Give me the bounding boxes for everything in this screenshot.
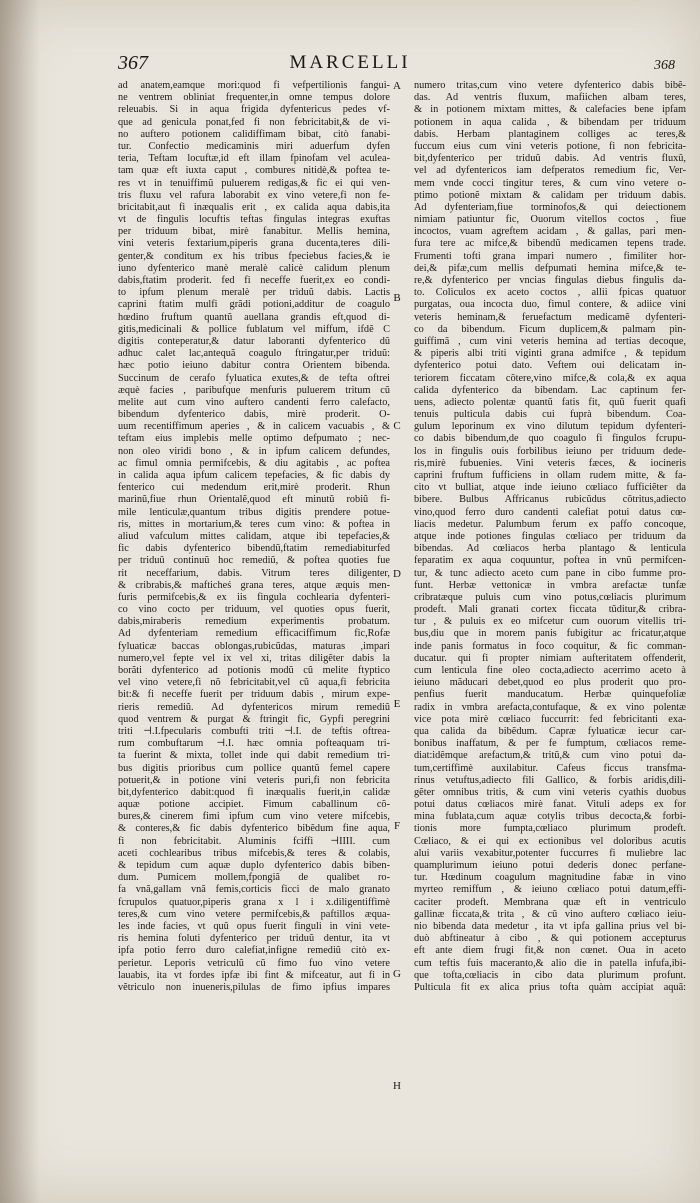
text-line: gitis,medicinali & pollice fublatum vel miffum, ifdẽ C (118, 323, 390, 335)
text-line: in calida aqua ipfum calicem tepefacies, & fic dabis dy (118, 470, 390, 481)
text-line: feparatim ex aqua coquuntur, poftea in vnũ permifcen- (414, 555, 686, 567)
text-line: gulum leporinum ex vino dilutum tepidum dyfenteri- (414, 421, 686, 433)
text-line: digitis conteperatur,& datur laboranti dyfenterico dũ (118, 335, 390, 347)
text-line: bibere. Bulbus Affricanus rubicũdus cõtritus,adiecto (414, 494, 686, 506)
text-line: les inde facies, vt quũ opus fuerit finguli in vini vete- (118, 920, 390, 932)
text-line: veteris heminam,& feruefactum medicamẽ dyfenteri- (414, 311, 686, 323)
text-line: iuno dyfenterico manè meralè calicè calidum plenum (118, 262, 390, 274)
text-line: teres,& cum vino vetere permifcebis,& paftillos æqua- (118, 908, 390, 920)
text-line: purgatas, oua incocta duo, fimul contere, & adiice vini (414, 299, 686, 311)
text-line: bit,dyfenterico dabit:quod fi inæqualis fuerit,in calidæ (118, 786, 390, 798)
margin-letter: A (393, 80, 401, 92)
text-line: eft ante diem frugi fit,& non cœnet. Oua in aceto (414, 945, 686, 957)
text-line: Pulticula fit ex alica prius tofta quàm accipiat aquã: (414, 981, 686, 993)
text-line: bricitabit,aut fi inæqualis erit , ex calida aqua dabis,ita (118, 201, 390, 213)
text-line: fura tere ac mifce,& bibendũ medicamen tepens trade. (414, 238, 686, 250)
text-line: ta fuerint & mixta, tollet inde qui dabit remedium tri- (118, 750, 390, 762)
text-line: co da bibendum. Ficum duplicem,& palmam pin- (414, 323, 686, 335)
text-line: aliud vafculum mittes calidam, atque ibi tepefacies,& (118, 530, 390, 542)
text-line: potionem in aqua calida , & bibendam per triduum (414, 116, 686, 128)
text-line: quod ventrem & purgat & ftringit fic, Gypfi peregrini (118, 713, 390, 725)
text-line: genter,& conditum ex his tribus fpeciebus facies,& ie (118, 250, 390, 262)
text-line: Cœliaco, & ei qui ex ectionibus vel doloribus acutis (414, 835, 686, 847)
text-line: co vino cocto per triduum, vel quoties opus fuerit, (118, 604, 390, 616)
text-line: tenuis pulticula dabis cui fuprà bibendum. Coa- (414, 409, 686, 421)
text-line: to ipfum plenum meralè per triduũ dabis. Lactis (118, 287, 390, 299)
text-line: cum lenticula fine oleo cocta,adiecto acerrimo aceto à (414, 665, 686, 676)
text-line: tur , & puluis ex eo mifcetur cum ouorum vitellis tri- (414, 616, 686, 628)
text-line: releuabis. Si in aqua frigida dyfentericus pedes vf- (118, 104, 390, 116)
text-line: que ad genicula ponat,fed fi non febricitabit,& de vi- (118, 116, 390, 128)
text-line: borãti dyfenterico ad potionis modũ cũ melite ftyptico (118, 665, 390, 676)
text-line: potui datus cœliacos mirè fanat. Vituli adeps ex for (414, 799, 686, 811)
text-line: rieris remediũ. Ad dyfentericos mirum remediũ (118, 701, 390, 713)
running-head: MARCELLI (289, 52, 411, 73)
text-line: per triduum bibat, mirè fanabitur. Mellis hemina, (118, 226, 390, 238)
text-line: radix in vmbra arefacta,contufaque, & ex vino polentæ (414, 701, 686, 713)
text-line: tris fluxu vel rafura laborabit ex vino vetere,fi non fe- (118, 189, 390, 201)
text-line: dabis,miraberis remedium experimentis probatum. (118, 616, 390, 628)
text-line: vẽtriculo non inueneris,pilulas de fimo ipfius impares (118, 981, 390, 993)
text-line: bures,& cinerem fimi ipfum cum vino vetere mifcebis, (118, 811, 390, 823)
text-line: perietur. Leporis vetriculũ cũ fimo fuo vino vetere (118, 957, 390, 969)
text-line: teria, Teftam locuftæ,id eft illam fpinofam vel aculea- (118, 153, 390, 165)
text-line: ne ventrem obliniat frequenter,in omne tempus dolore (118, 92, 390, 104)
text-line: ptimo potionẽ mixtam & calidam per triduum dabis. (414, 189, 686, 201)
margin-section-letters (386, 80, 408, 1092)
text-line: bit:& fi neceffe fuerit per triduum dabis , mirum expe- (118, 689, 390, 701)
text-line: co dabis bibendum,de quo coagulo fi fingulos fcrupu- (414, 433, 686, 445)
text-line: hæc potio ieiuno dabitur contra Orientem bibenda. (118, 360, 390, 372)
text-line: fyluaticæ baccas oblongas,rubicũdas, maturas ,impari (118, 640, 390, 652)
text-line: marinũ,fiue rhun Orientalẽ,quod eft minutũ robiũ fi- (118, 494, 390, 506)
text-line: numero tritas,cum vino vetere dyfenterico dabis bibẽ- (414, 80, 686, 91)
text-line: & in potionem mixtam mittes, & calefacies bene ipfam (414, 104, 686, 116)
text-line: alui variis vexabitur,potenter fuccurres fi muliebre lac (414, 847, 686, 859)
text-line: re,& dyfenterico per vncias fingulas diebus fingulis da- (414, 275, 686, 286)
text-line: guiffimã , cum vini veteris hemina ad tertias decoque, (414, 335, 686, 347)
text-line: melite aut cum vino auftero candenti ferro calefacto, (118, 396, 390, 408)
text-line: cribratæque puluis cum vino potus,cœliacis plurimum (414, 591, 686, 603)
text-line: bibendum dyfenterico dabis, mirè proderit. O- (118, 409, 390, 421)
text-line: liacis medetur. Palumbum ferum ex paffo concoque, (414, 518, 686, 530)
text-line: atque inde potiones fingulas cœliaco per triduum da (414, 530, 686, 542)
text-line: vino,quod ferro duro candenti calefiat potui datus cœ- (414, 506, 686, 518)
text-line: tionis more fumpta,cœliaco plurimum prodeft. (414, 823, 686, 835)
text-line: prodeft. Mali granati cortex ficcata tũditur,& cribra- (414, 604, 686, 616)
page-number-right: 368 (654, 58, 675, 73)
text-line: bus digitis prioribus cum pollice quantũ femel capere (118, 762, 390, 774)
text-line: cum teftis fuis maceranto,& alio die in patella infufa,ibi- (414, 957, 686, 969)
text-line: & cribrabis,& mafticheś grana teres, atque æquis men- (118, 579, 390, 591)
text-line: caciter prodeft. Membrana quæ eft in ventriculo (414, 896, 686, 908)
text-line: ac fimul omnia permifcebis, & diu agitabis , ac poftea (118, 457, 390, 469)
text-line: fenterico cui medendum erit,mirè proderit. Rhun (118, 482, 390, 494)
text-line: vel ad dyfentericos iam defperatos remedium fic, Ver- (414, 165, 686, 177)
text-line: cito vt bulliat, atque inde ieiuno cœliaco fufficiẽter da (414, 482, 686, 494)
text-line: furis permifcebis,& ex iis fingula cochlearia dyfenteri- (118, 591, 390, 603)
margin-letter: E (393, 698, 401, 710)
text-line: teftam eius implebis melle optimo defpumato ; nec- (118, 433, 390, 445)
text-line: mem vnde cocci tingitur teres, & cum vino vetere o- (414, 177, 686, 189)
text-line: duò abftineatur à cibo , & qui potionem accepturus (414, 933, 686, 945)
page-number-left: 367 (118, 52, 148, 74)
text-line: gẽter omnibus tritis, & cum vini veteris cyathis duobus (414, 786, 686, 798)
text-line: nio bibenda data medetur , ita vt ipfa gallina prius vel bi- (414, 920, 686, 932)
text-line: tur, & tunc adiecto aceto cum pane in cibo fumme pro- (414, 567, 686, 579)
text-line: fuccum eius cum vini veteris potione, fi non febricita- (414, 140, 686, 152)
text-line: caprini ftatim mulfi grãdi potioni,additur de coagulo (118, 299, 390, 311)
text-line: adhuc calet lac,antequã coagulo ftringatur,per triduũ: (118, 348, 390, 360)
text-line: Ad dyfenteriam,fiue torminofos,& qui deiectionem (414, 201, 686, 213)
text-line: tur. Hœdinum coagulum magnitudine fabæ in vino (414, 872, 686, 884)
text-line: bus,diu que in morem panis fubigitur ac fricatur,atque (414, 628, 686, 640)
margin-letter: F (393, 820, 401, 832)
text-line: numero,vel fepte vel ix vel xi, tritas diligẽter dabis la (118, 652, 390, 664)
text-line: funt. Herbæ vettonicæ in vmbra arefactæ tunfæ (414, 579, 686, 591)
text-line: penfius fuerit manducatum. Herbæ quinquefoliæ (414, 689, 686, 701)
text-line: qua calida da bibẽdum. Capræ fyluaticæ iecur car- (414, 725, 686, 737)
text-line: aquæ potione accipiet. Fimum caballinum cõ- (118, 799, 390, 811)
text-line: ad anatem,eamque mori:quod fi vefpertilionis fangui- (118, 80, 390, 91)
text-line: fa vnã,gallam vnã femis,corticis ficci de malo granato (118, 884, 390, 896)
margin-letter: C (393, 420, 401, 432)
text-line: teriorem ficcatam cõtere,vino mifce,& cola,& ex aqua (414, 372, 686, 384)
text-line: & tepidum cum aquæ duplo dyfenterico dabis biben- (118, 860, 390, 871)
text-line: rinus vetuftus,adiecto fili Gallico, & forbis aridis,dili- (414, 774, 686, 786)
text-line: & conteres,& fic dabis dyfenterico bibẽdum fine aqua, (118, 823, 390, 835)
text-line: bonibus inaffatum, & per fe fumptum, cœliacos reme- (414, 738, 686, 750)
text-line: tam quæ eft iuxta caput , combures nitidè,& poftea te- (118, 165, 390, 177)
text-line: res vt in tenuiffimũ puluerem redigas,& fic ei qui ven- (118, 177, 390, 189)
text-line: dum. Pumicem mollem,fpongiã de qualibet ro- (118, 872, 390, 884)
text-line: tum,certiffimè auxilabitur. Cafeus ficcus transfma- (414, 762, 686, 774)
text-line: dabis,ftatim proderit. fed fi neceffe fuerit,ex eo condi- (118, 275, 390, 286)
text-line: rit neceffarium, dabis. Vitrum teres diligenter, (118, 567, 390, 579)
text-line: mina fublata,cum aquæ cotylis tribus decocta,& forbi- (414, 811, 686, 823)
text-line: ieiuno mãducari debet,quod eo plus proderit quo pro- (414, 677, 686, 689)
text-line: gallinæ ficcata,& trita , & cũ vino auftero cœliaco ieiu- (414, 908, 686, 920)
text-line: & piperis albi triti viginti grana admifce , & tepidum (414, 348, 686, 360)
text-line: ris, mittes in mortarium,& teres cum vino: & poftea in (118, 518, 390, 530)
text-line: incoctos, vuam agreftem acidam , & gallas, pari men- (414, 226, 686, 238)
text-line: dabis. Herbam plantaginem colliges ac teres,& (414, 128, 686, 140)
text-line: myrteo remiffum , & ieiuno cœliaco potui datum,effi- (414, 884, 686, 896)
margin-letter: G (393, 968, 401, 980)
gutter-shadow (0, 0, 40, 1203)
text-line: rum combuftarum ⊣.I. hæc omnia pofteaquam tri- (118, 738, 390, 750)
text-line: ris,mirè fubuenies. Vini veteris fæces, & iocineris (414, 457, 686, 469)
text-line: vini veteris fextarium,piperis grana ducenta,teres dili- (118, 238, 390, 250)
text-line: vice pota mirè cœliaco fuccurrit: fed febricitanti exa- (414, 713, 686, 725)
text-line: ris hemina foluti dyfenterico per triduũ dentur, ita vt (118, 933, 390, 945)
left-text-column (118, 80, 390, 994)
text-line: aceti cochlearibus tribus mifcebis,& teres & colabis, (118, 847, 390, 859)
text-line: diat:idẽmque arefactum,& tritũ,& cum vino potui da- (414, 750, 686, 762)
text-line: triti ⊣.I.fpecularis combufti triti ⊣.I. de teftis oftrea- (118, 725, 390, 737)
page-header (0, 52, 700, 82)
text-line: mile lenticulæ,quantum tribus digitis prendere potue- (118, 506, 390, 518)
right-text-column (414, 80, 686, 994)
text-line: non oleo viridi bono , & in ipfum calicem defundes, (118, 445, 390, 457)
text-line: lauabis, ita vt fordes ipfæ ibi fint & mifceatur, aut fi in (118, 969, 390, 981)
text-line: quamplurimum ieiuno potui dederis donec perfane- (414, 860, 686, 871)
text-line: dyfenterico potui dato. Veftem oui delicatam in- (414, 360, 686, 372)
margin-letter: D (393, 568, 401, 580)
text-line: fic dabis dyfenterico bibendũ,ftatim remediabiturfed (118, 543, 390, 555)
text-line: tur. Confectio medicaminis miri aduerfum dyfen (118, 140, 390, 152)
text-line: das. Ad ventris fluxum, mafiichen albam teres, (414, 92, 686, 104)
text-line: no auftero potionem calidiffimam bibat, citò fanabi- (118, 128, 390, 140)
text-line: Frumenti tofti grana impari numero , fimiliter hor- (414, 250, 686, 262)
text-line: vel vino vetere,fi nõ febricitabit,vel cũ aqua,fi febricita (118, 677, 390, 689)
text-line: uens, adiecto polentæ quantũ fatis fit, quũ fuerit quafi (414, 396, 686, 408)
text-line: calida dyfenterico da bibendam. Lac captinum fer- (414, 384, 686, 396)
margin-letter: H (393, 1080, 401, 1092)
text-line: uum recentiffimum aperies , & in calicem vacuabis , & (118, 421, 390, 433)
text-line: que tofta,cœliacis in cibo data plurimum profunt. (414, 969, 686, 981)
text-line: Succinum de cerafo fyluatica exutes,& de tefta oftrei (118, 372, 390, 384)
text-line: Ad dyfenteriam remedium efficaciffimum fic,Rofæ (118, 628, 390, 640)
text-line: fi non febricitabit. Aluminis fciffi ⊣IIII. cum (118, 835, 390, 847)
text-line: inde panis formatus in foco coquitur, & fic comman- (414, 640, 686, 652)
text-line: potuerit,& in potione vini veteris puri,fi non febricita (118, 774, 390, 786)
text-line: bibendas. Ad cœliacos herba plantago & lenticula (414, 543, 686, 555)
text-line: vt de fingulis locuftis teftas fingulas integras exuftas (118, 214, 390, 226)
text-line: hœdino fruftum quantũ auellana grandis eft,quod di- (118, 311, 390, 323)
margin-letter: B (393, 292, 401, 304)
text-line: to. Coliculos ex aceto coctos , allii fpicas quatuor (414, 287, 686, 299)
text-line: æquè facies , paribufque menfuris puluerem tritum cũ (118, 384, 390, 396)
text-line: nimiam patiuntur fic, Ouorum vitellos coctos , fiue (414, 214, 686, 226)
text-line: ducatur. qui fi propter nimiam aufteritatem offenderit, (414, 652, 686, 664)
text-line: caprini fruftum fufficiens in ollam rudem mitte, & fa- (414, 470, 686, 481)
text-line: bit,dyfenterico per triduũ dabis. Ad ventris fluxũ, (414, 153, 686, 165)
text-line: los in fingulis ouis forbilibus ieiuno per triduum dede- (414, 445, 686, 457)
text-line: ipfa potio ferro duro calefiat,infigne remediũ citò ex- (118, 945, 390, 957)
text-line: fcrupulos quatuor,piperis grana x l i x.diligentiffimè (118, 896, 390, 908)
text-line: dei,& pifæ,cum mellis defpumati hemina mifce,& te- (414, 262, 686, 274)
text-line: per triduũ continuũ hoc remediũ, & poftea quoties fue (118, 555, 390, 567)
